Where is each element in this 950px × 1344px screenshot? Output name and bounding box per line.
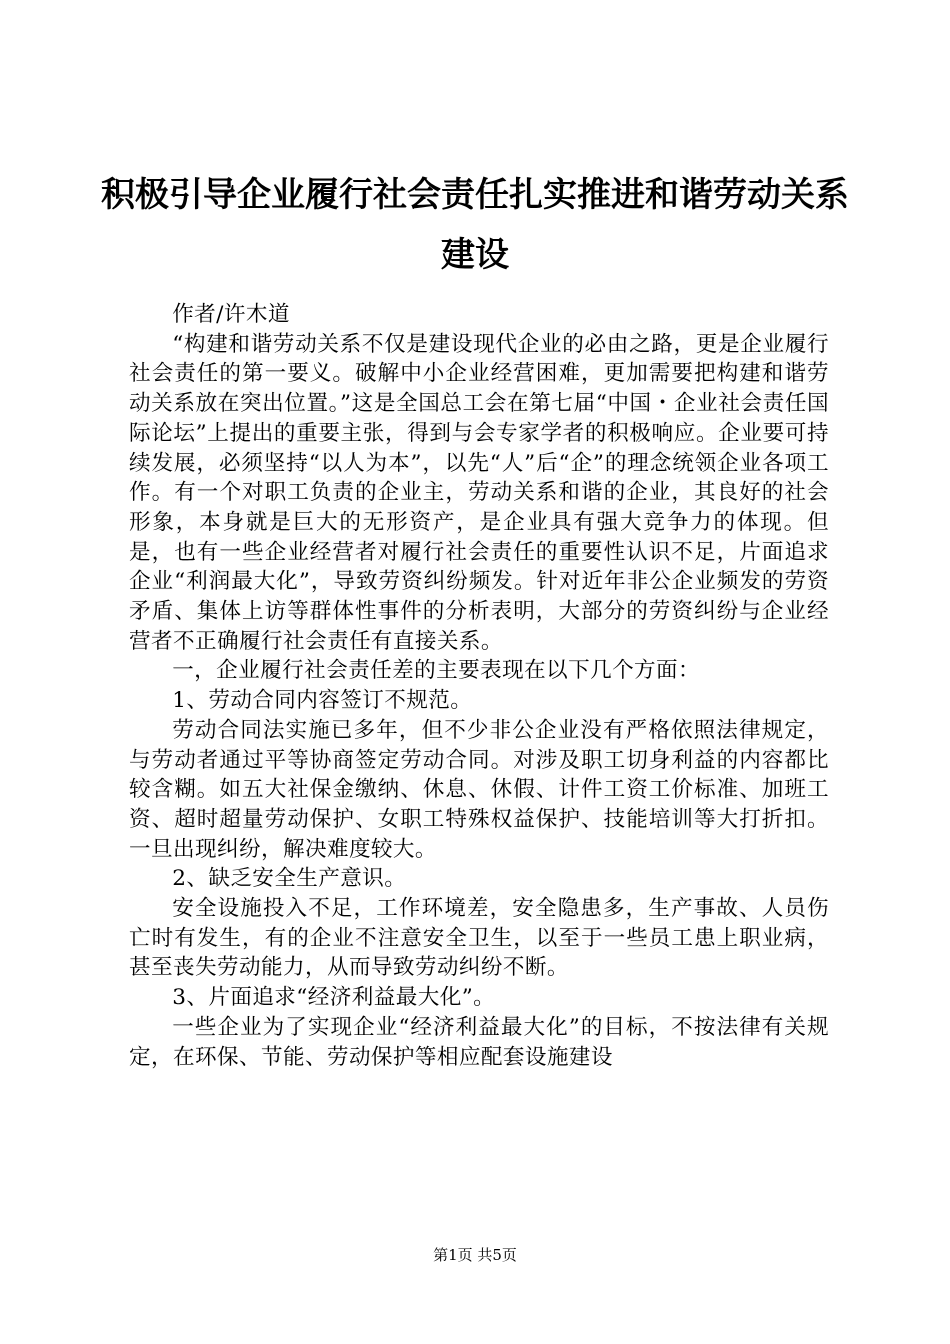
paragraph-safety: 安全设施投入不足，工作环境差，安全隐患多，生产事故、人员伤亡时有发生，有的企业不注意安全卫生，以至于一些员工患上职业病，甚至丧失劳动能力，从而导致劳动纠纷不断。 <box>129 896 829 981</box>
paragraph-intro: “构建和谐劳动关系不仅是建设现代企业的必由之路，更是企业履行社会责任的第一要义。破解中小企业经营困难，更加需要把构建和谐劳动关系放在突出位置。”这是全国总工会在第七届“中国・企业社会责任国际论坛”上提出的重要主张，得到与会专家学者的积极响应。企业要可持续发展，必须坚持“以人为本”，以先“人”后“企”的理念统领企业各项工作。有一个对职工负责的企业主，劳动关系和谐的企业，其良好的社会形象，本身就是巨大的无形资产，是企业具有强大竞争力的体现。但是，也有一些企业经营者对履行社会责任的重要性认识不足，片面追求企业“利润最大化”，导致劳资纠纷频发。针对近年非公企业频发的劳资矛盾、集体上访等群体性事件的分析表明，大部分的劳资纠纷与企业经营者不正确履行社会责任有直接关系。 <box>129 331 829 654</box>
subheading-1: 1、劳动合同内容签订不规范。 <box>172 688 473 714</box>
paragraph-profit: 一些企业为了实现企业“经济利益最大化”的目标，不按法律有关规定，在环保、节能、劳动保护等相应配套设施建设 <box>129 1014 829 1070</box>
page-number-footer: 第1页 共5页 <box>433 1246 517 1264</box>
document-title: 积极引导企业履行社会责任扎实推进和谐劳动关系建设 <box>101 175 849 275</box>
author-line: 作者/许木道 <box>172 302 290 327</box>
document-body <box>129 300 829 1072</box>
subheading-2: 2、缺乏安全生产意识。 <box>172 866 407 892</box>
paragraph-contract: 劳动合同法实施已多年，但不少非公企业没有严格依照法律规定，与劳动者通过平等协商签定劳动合同。对涉及职工切身利益的内容都比较含糊。如五大社保金缴纳、休息、休假、计件工资工价标准、加班工资、超时超量劳动保护、女职工特殊权益保护、技能培训等大打折扣。一旦出现纠纷，解决难度较大。 <box>129 717 829 862</box>
section-heading-1: 一，企业履行社会责任差的主要表现在以下几个方面： <box>172 658 701 684</box>
subheading-3: 3、片面追求“经济利益最大化”。 <box>172 985 496 1011</box>
